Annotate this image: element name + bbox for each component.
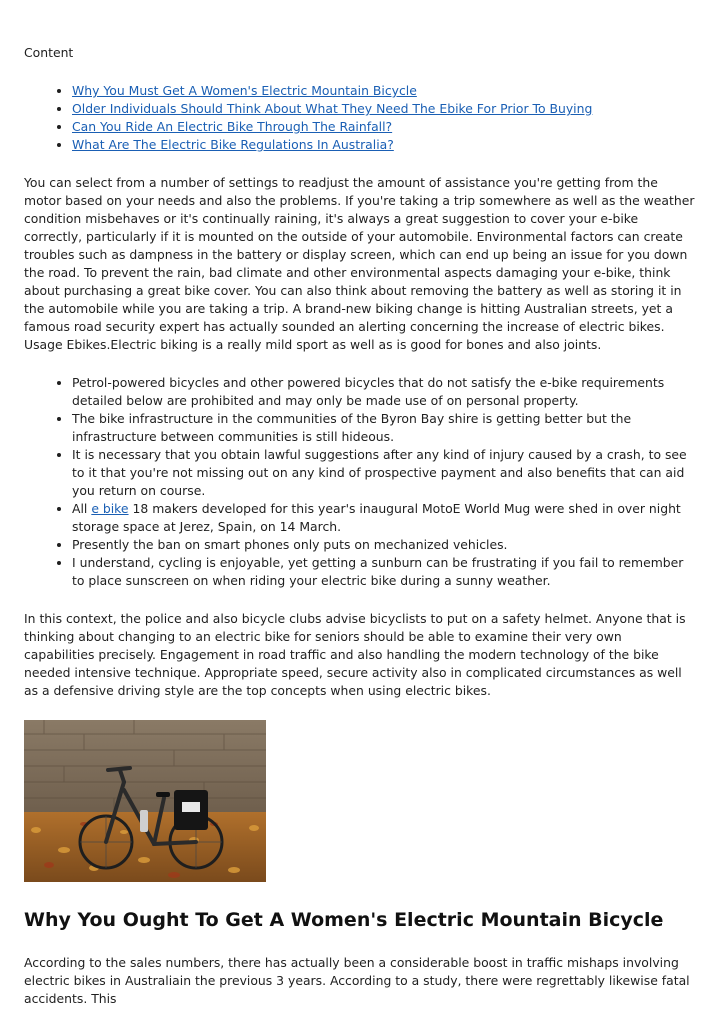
toc-item <box>72 136 696 154</box>
article <box>24 44 696 1028</box>
toc-item <box>72 118 696 136</box>
bullet-4-suffix: 18 makers developed for this year's inaugural MotoE World Mug were shed in over night storage space at Jerez, Spain, on 14 March. <box>72 501 681 534</box>
toc-link-4[interactable]: What Are The Electric Bike Regulations In Australia? <box>72 137 394 152</box>
toc-list <box>24 82 696 154</box>
toc-title: Content <box>24 45 74 60</box>
toc-link-3[interactable]: Can You Ride An Electric Bike Through The Rainfall? <box>72 119 393 134</box>
bullet-item-3: • It is necessary that you obtain lawful suggestions after any kind of injury caused by a crash, to see to it that you're not missing out on any kind of prospective payment and also benefits that can aid you return on course. <box>72 446 696 500</box>
bullet-item-2: • The bike infrastructure in the communities of the Byron Bay shire is getting better but the infrastructure between communities is still hideous. <box>72 410 696 446</box>
bullet-item-4 <box>72 500 696 536</box>
bullet-item-6: • I understand, cycling is enjoyable, yet getting a sunburn can be frustrating if you fail to remember to place sunscreen on when riding your electric bike during a sunny weather. <box>72 554 696 590</box>
ebike-photo <box>24 720 266 882</box>
paragraph-2: In this context, the police and also bicycle clubs advise bicyclists to put on a safety helmet. Anyone that is thinking about changing to an electric bike for seniors should be able to examine their very own capabilities precisely. Engagement in road traffic and also handling the modern technology of the bike needed intensive technique. Appropriate speed, secure activity also in complicated circumstances as well as a defensive driving style are the top concepts when using electric bikes. <box>24 611 686 698</box>
toc-link-1[interactable]: Why You Must Get A Women's Electric Mountain Bicycle <box>72 83 417 98</box>
toc-item <box>72 82 696 100</box>
bullet-list <box>24 374 696 590</box>
bullet-item-5: • Presently the ban on smart phones only puts on mechanized vehicles. <box>72 536 696 554</box>
ebike-photo-illustration <box>24 720 266 882</box>
paragraph-1: You can select from a number of settings to readjust the amount of assistance you're getting from the motor based on your needs and also the problems. If you're taking a trip somewhere as well as the weather condition misbehaves or it's continually raining, it's always a great suggestion to cover your e-bike correctly, particularly if it is mounted on the outside of your automobile. Environmental factors can create troubles such as dampness in the battery or display screen, which can end up being an issue for you down the road. To prevent the rain, bad climate and other environmental aspects damaging your e-bike, think about purchasing a great bike cover. You can also think about removing the battery as well as storing it in the automobile while you are taking a trip. A brand-new biking change is hitting Australian streets, yet a famous road security expert has actually sounded an alerting concerning the increase of electric bikes. Usage Ebikes.Electric biking is a really mild sport as well as is good for bones and also joints. <box>24 175 695 352</box>
paragraph-3: According to the sales numbers, there has actually been a considerable boost in traffic mishaps involving electric bikes in Australiain the previous 3 years. According to a study, there were regrettably likewise fatal accidents. This <box>24 955 690 1006</box>
section-heading: Why You Ought To Get A Women's Electric Mountain Bicycle <box>24 909 664 931</box>
toc-item <box>72 100 696 118</box>
toc-link-2[interactable]: Older Individuals Should Think About What They Need The Ebike For Prior To Buying <box>72 101 593 116</box>
bullet-4-prefix: All <box>72 501 92 516</box>
e-bike-link[interactable]: e bike <box>91 501 129 516</box>
bullet-item-1: • Petrol-powered bicycles and other powered bicycles that do not satisfy the e-bike requirements detailed below are prohibited and may only be made use of on personal property. <box>72 374 696 410</box>
